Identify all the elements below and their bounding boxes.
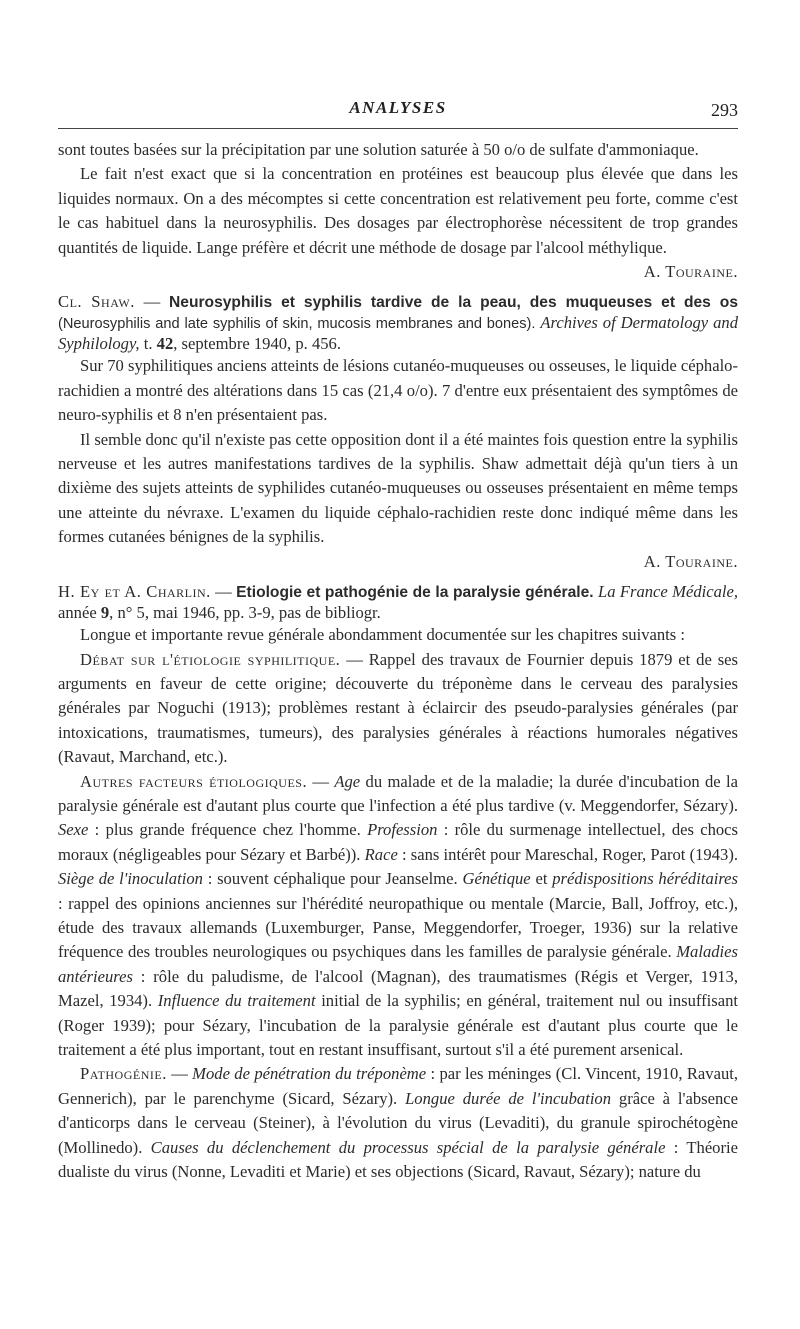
entry-details: , n° 5, mai 1946, pp. 3-9, pas de bibliogr. — [109, 603, 381, 623]
text: : sans intérêt pour Mareschal, Roger, Parot (1943). — [397, 844, 738, 864]
entry-journal: La France Médicale, — [597, 582, 739, 602]
term: prédispositions héréditaires — [552, 869, 739, 889]
section-heading: Débat sur l'étiologie syphilitique. — [80, 649, 341, 669]
entry-subtitle: (Neurosyphilis and late syphilis of skin, mucosis membranes and bones). — [58, 316, 536, 333]
text: : par les méninges (Cl. Vincent, 1910, Ravaut, Gennerich), par le parenchyme (Sicard, Sézary). — [58, 1064, 739, 1108]
section-text: — Rappel des travaux de Fournier depuis 1879 et de ses arguments en faveur de cette origine; découverte du tréponème dans le cerveau des paralysies générales par Noguchi (1913); problèmes restant à éclaircir des pseudo-paralysies générales (par intoxications, traumatismes, tumeurs), des paralysies générales à réactions humorales négatives (Ravaut, Marchand, etc.). — [58, 649, 739, 767]
page-header — [58, 96, 738, 126]
term: Maladies antérieures — [58, 942, 738, 986]
paragraph: Sur 70 syphilitiques anciens atteints de lésions cutanéo-muqueuses ou osseuses, le liquide céphalo-rachidien a montré des altérations dans 15 cas (21,4 o/o). 7 d'entre eux présentaient des symptômes de neuro-syphilis et 8 n'en présentaient pas. — [58, 356, 738, 425]
entry-journal: Archives of Dermatology and Syphilology, — [58, 313, 738, 354]
text: : rôle du paludisme, de l'alcool (Magnan), des traumatismes (Régis et Verger, 1913, Mazel, 1934). — [58, 966, 738, 1011]
section-etiologie — [58, 648, 738, 770]
section-heading: Pathogénie. — [80, 1064, 167, 1084]
term: Causes du déclenchement du processus spécial de la paralysie générale — [150, 1137, 666, 1157]
page-number: 293 — [711, 100, 738, 120]
author-signature: A. Touraine. — [643, 262, 738, 282]
text: — — [166, 1064, 193, 1084]
term: Sexe — [58, 820, 89, 840]
entry-author: H. Ey et A. Charlin. — [58, 582, 211, 602]
text: : souvent céphalique pour Jeanselme. — [202, 869, 463, 889]
term: Siège de l'inoculation — [58, 869, 203, 889]
text: initial de la syphilis; en général, traitement nul ou insuffisant (Roger 1939); pour Sézary, l'incubation de la paralysie générale est d'autant plus courte que le traitement a été plus important, tout en restant insuffisant, surtout s'il a été purement arsenical. — [58, 991, 738, 1059]
text: du malade et de la maladie; la durée d'incubation de la paralysie générale est d'autant plus courte que l'infection a été plus tardive (v. Meggendorfer, Sézary). — [58, 771, 738, 815]
entry-volume-prefix: t. — [139, 334, 157, 354]
entry-volume: 42 — [156, 334, 174, 354]
entry-year-prefix: année — [58, 603, 101, 623]
term: Age — [334, 771, 361, 791]
section-autres-facteurs — [58, 770, 738, 1063]
author-signature: A. Touraine. — [643, 551, 738, 571]
entry-heading — [58, 582, 738, 623]
term: Race — [364, 844, 398, 864]
entry-dash: — — [134, 292, 170, 312]
section-pathogenie — [58, 1062, 738, 1184]
paragraph-continued: sont toutes basées sur la précipitation par une solution saturée à 50 o/o de sulfate d'ammoniaque. — [58, 140, 699, 159]
text: : Théorie dualiste du virus (Nonne, Levaditi et Marie) et ses objections (Sicard, Ravaut, Sézary); nature du — [58, 1137, 738, 1182]
paragraph: Longue et importante revue générale abondamment documentée sur les chapitres suivants : — [80, 625, 685, 645]
entry-heading — [58, 292, 738, 354]
text: — — [307, 771, 335, 791]
text: : rôle du surmenage intellectuel, des chocs moraux (négligeables pour Sézary et Barbé)). — [58, 820, 738, 864]
running-title: ANALYSES — [349, 98, 447, 117]
paragraph: Il semble donc qu'il n'existe pas cette opposition dont il a été maintes fois question entre la syphilis nerveuse et les autres manifestations tardives de la syphilis. Shaw admettait déjà qu'un tiers à un dixième des sujets atteints de syphilides cutanéo-muqueuses ou osseuses présentaient en même temps une atteinte du névraxe. L'examen du liquide céphalo-rachidien reste donc indiqué même dans les formes cutanées bénignes de la syphilis. — [58, 429, 738, 547]
term: Profession — [367, 820, 438, 840]
text: : rappel des opinions anciennes sur l'hérédité neuropathique ou mentale (Marcie, Ball, Joffroy, etc.), étude des travaux allemands (Luxemburger, Panse, Meggendorfer, Troeger, 1936) sur la relative fréquence des troubles neurologiques ou psychiques dans les familles de paralysie générale. — [58, 893, 738, 962]
text: et — [530, 869, 553, 889]
term: Longue durée de l'incubation — [405, 1088, 612, 1108]
text: grâce à l'absence d'anticorps dans le cerveau (Steiner), à l'évolution du virus (Levaditi), du granule spirochétogène (Mollinedo). — [58, 1088, 739, 1157]
text: : plus grande fréquence chez l'homme. — [88, 820, 368, 840]
entry-title: Neurosyphilis et syphilis tardive de la peau, des muqueuses et des os — [169, 294, 739, 312]
section-heading: Autres facteurs étiologiques. — [80, 771, 308, 791]
page-body — [58, 138, 738, 1184]
entry-title: Etiologie et pathogénie de la paralysie générale. — [236, 584, 594, 602]
paragraph: Le fait n'est exact que si la concentration en protéines est beaucoup plus élevée que dans les liquides normaux. On a des mécomptes si cette concentration est relativement peu forte, comme c'est le cas habituel dans la neurosyphilis. Des dosages par électrophorèse nécessitent de trop grandes quantités de liquide. Lange préfère et décrit une méthode de dosage par l'alcool méthylique. — [58, 164, 738, 257]
entry-year: 9 — [100, 603, 110, 623]
term: Mode de pénétration du tréponème — [192, 1064, 427, 1084]
term: Influence du traitement — [157, 991, 316, 1011]
entry-dash: — — [210, 582, 237, 602]
review-entry-shaw — [58, 292, 738, 574]
header-rule — [58, 128, 738, 129]
entry-author: Cl. Shaw. — [58, 292, 135, 312]
review-entry-ey — [58, 582, 738, 1184]
entry-details: , septembre 1940, p. 456. — [173, 334, 341, 354]
term: Génétique — [462, 869, 531, 889]
